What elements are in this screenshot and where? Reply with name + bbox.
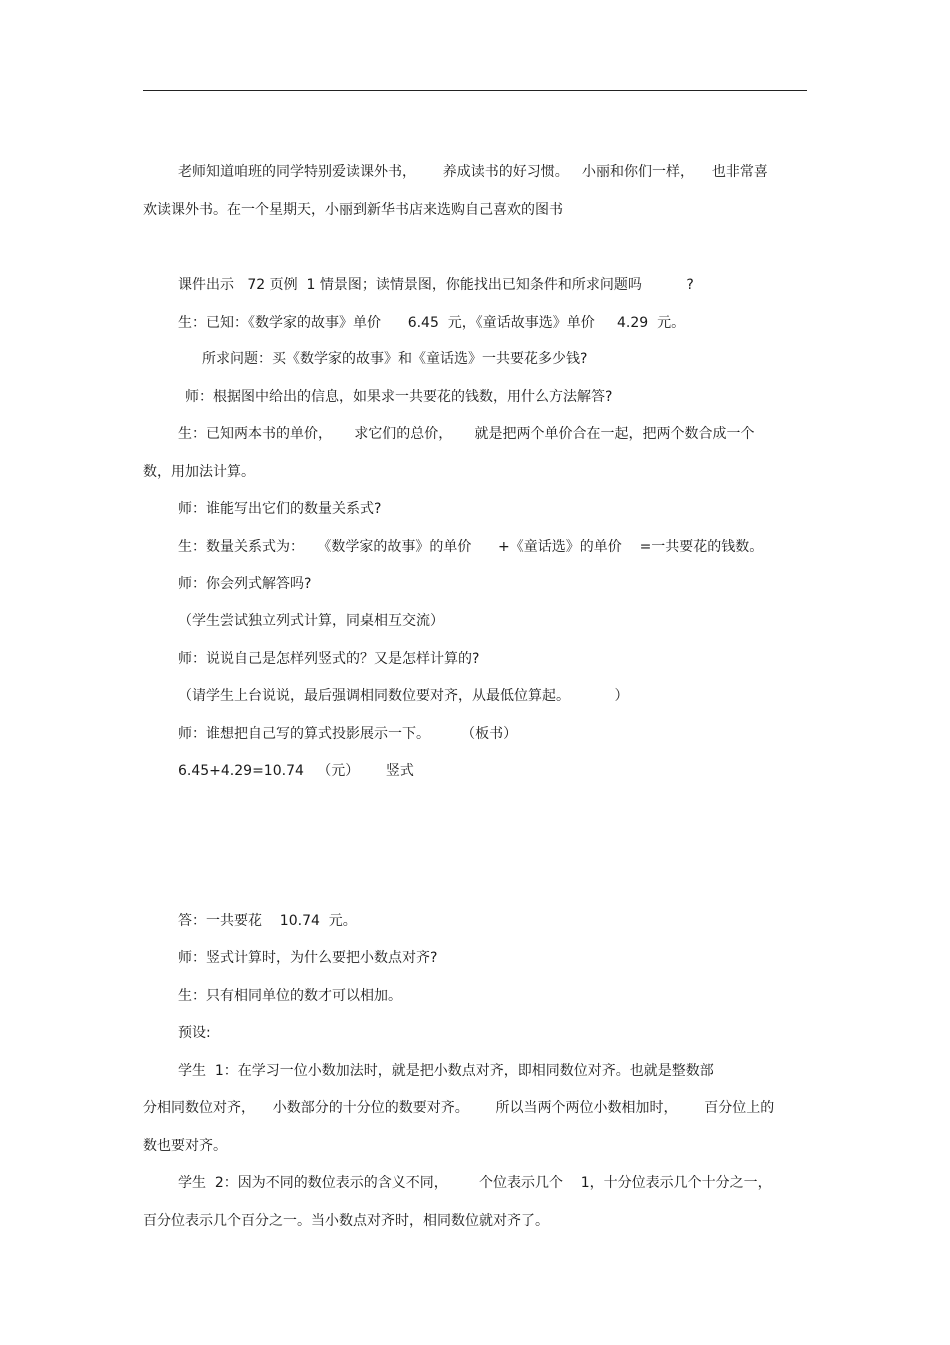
teacher-projection-line: 师：谁想把自己写的算式投影展示一下。 （板书） bbox=[178, 726, 518, 742]
question-line: 所求问题：买《数学家的故事》和《童话选》一共要花多少钱? bbox=[202, 351, 588, 367]
teacher-decimal-line: 师：竖式计算时，为什么要把小数点对齐? bbox=[178, 950, 438, 966]
student1-line-2: 分相同数位对齐， 小数部分的十分位的数要对齐。 所以当两个两位小数相加时， 百分位上的 bbox=[143, 1100, 775, 1116]
teacher-vertical-line: 师：说说自己是怎样列竖式的？又是怎样计算的? bbox=[178, 651, 480, 667]
student1-line-1: 学生 1：在学习一位小数加法时，就是把小数点对齐，即相同数位对齐。也就是整数部 bbox=[178, 1063, 714, 1079]
student1-line-3: 数也要对齐。 bbox=[143, 1138, 227, 1154]
student-relation-line: 生：数量关系式为： 《数学家的故事》的单价 +《童话选》的单价 =一共要花的钱数。 bbox=[178, 539, 764, 555]
teacher-method-line: 师：根据图中给出的信息，如果求一共要花的钱数，用什么方法解答? bbox=[185, 389, 613, 405]
header-rule bbox=[143, 90, 807, 91]
student2-line-2: 百分位表示几个百分之一。当小数点对齐时，相同数位就对齐了。 bbox=[143, 1213, 549, 1229]
teacher-relation-line: 师：谁能写出它们的数量关系式? bbox=[178, 501, 382, 517]
teacher-equation-line: 师：你会列式解答吗? bbox=[178, 576, 312, 592]
paragraph-intro-line-1: 老师知道咱班的同学特别爱读课外书， 养成读书的好习惯。 小丽和你们一样， 也非常喜 bbox=[178, 164, 768, 180]
paragraph-intro-line-2: 欢读课外书。在一个星期天，小丽到新华书店来选购自己喜欢的图书 bbox=[143, 202, 563, 218]
student-known-line: 生：已知：《数学家的故事》单价 6.45 元，《童话故事选》单价 4.29 元。 bbox=[178, 315, 686, 331]
preset-label: 预设: bbox=[178, 1025, 211, 1041]
courseware-line: 课件出示 72 页例 1 情景图；读情景图，你能找出已知条件和所求问题吗 ? bbox=[178, 277, 694, 293]
student-try-line: （学生尝试独立列式计算，同桌相互交流） bbox=[178, 613, 444, 629]
student-answer-line-1: 生：已知两本书的单价， 求它们的总价， 就是把两个单价合在一起，把两个数合成一个 bbox=[178, 426, 755, 442]
student-present-line: （请学生上台说说，最后强调相同数位要对齐，从最低位算起。 ） bbox=[178, 688, 629, 704]
student-unit-line: 生：只有相同单位的数才可以相加。 bbox=[178, 988, 402, 1004]
answer-line: 答：一共要花 10.74 元。 bbox=[178, 913, 357, 929]
student-answer-line-2: 数，用加法计算。 bbox=[143, 464, 255, 480]
student2-line-1: 学生 2：因为不同的数位表示的含义不同， 个位表示几个 1，十分位表示几个十分之一， bbox=[178, 1175, 772, 1191]
equation-line: 6.45+4.29=10.74 （元） 竖式 bbox=[178, 763, 414, 779]
